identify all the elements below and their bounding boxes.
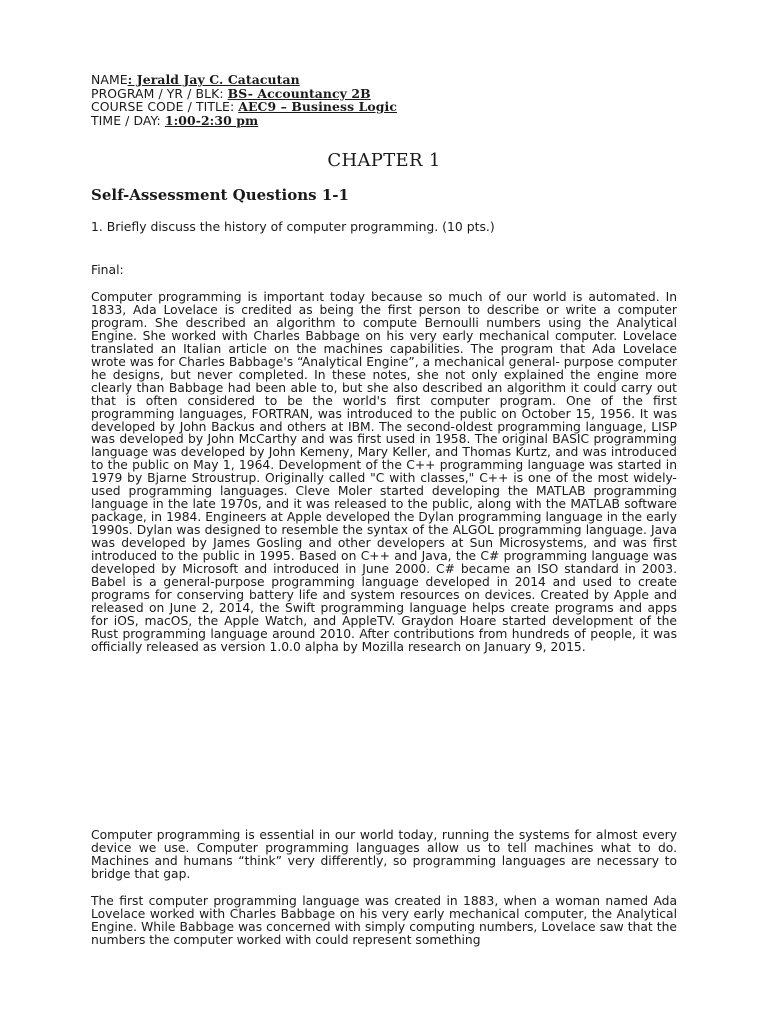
chapter-title: CHAPTER 1 [327, 150, 441, 171]
final-label: Final: [91, 262, 124, 277]
section-title: Self-Assessment Questions 1-1 [91, 186, 349, 204]
course-row [91, 100, 397, 114]
name-row [91, 73, 397, 87]
time-value: 1:00-2:30 pm [164, 112, 259, 128]
paragraph-essential: Computer programming is essential in our world today, running the systems for almost every device we use. Computer programming languages allow us to tell machines what to do. Machines and humans “think” very differently, so programming languages are necessary to bridge that gap. [91, 828, 677, 881]
question-text: 1. Briefly discuss the history of computer programming. (10 pts.) [91, 219, 495, 234]
name-label: NAME [91, 72, 128, 87]
time-row [91, 114, 397, 128]
program-value: BS- Accountancy 2B [227, 85, 371, 101]
course-label: COURSE CODE / TITLE: [91, 99, 239, 114]
name-value: : Jerald Jay C. Catacutan [127, 72, 300, 87]
time-label: TIME / DAY: [91, 112, 165, 128]
program-label: PROGRAM / YR / BLK: [91, 85, 228, 101]
student-info-header [91, 73, 397, 127]
paragraph-first-language: The first computer programming language was created in 1883, when a woman named Ada Lovelace worked with Charles Babbage on his very early mechanical computer, the Analytical Engine. While Babbage was concerned with simply computing numbers, Lovelace saw that the numbers the computer worked with could represent something [91, 894, 677, 947]
course-value: AEC9 – Business Logic [238, 99, 397, 114]
program-row [91, 87, 397, 101]
paragraph-history: Computer programming is important today because so much of our world is automated. In 1833, Ada Lovelace is credited as being the first person to describe or write a computer program. She described an algorithm to compute Bernoulli numbers using the Analytical Engine. She worked with Charles Babbage on his very early mechanical computer. Lovelace translated an Italian article on the machines capabilities. The program that Ada Lovelace wrote was for Charles Babbage's “Analytical Engine”, a mechanical general- purpose computer he designs, but never completed. In these notes, she not only explained the engine more clearly than Babbage had been able to, but she also described an algorithm it could carry out that is often considered to be the world's first computer program. One of the first programming languages, FORTRAN, was introduced to the public on October 15, 1956. It was developed by John Backus and others at IBM. The second-oldest programming language, LISP was developed by John McCarthy and was first used in 1958. The original BASIC programming language was developed by John Kemeny, Mary Keller, and Thomas Kurtz, and was introduced to the public on May 1, 1964. Development of the C++ programming language was started in 1979 by Bjarne Stroustrup. Originally called "C with classes," C++ is one of the most widely-used programming languages. Cleve Moler started developing the MATLAB programming language in the late 1970s, and it was released to the public, along with the MATLAB software package, in 1984. Engineers at Apple developed the Dylan programming language in the early 1990s. Dylan was designed to resemble the syntax of the ALGOL programming language. Java was developed by James Gosling and other developers at Sun Microsystems, and was first introduced to the public in 1995. Based on C++ and Java, the C# programming language was developed by Microsoft and introduced in June 2000. C# became an ISO standard in 2003. Babel is a general-purpose programming language developed in 2014 and used to create programs for conserving battery life and system resources on devices. Created by Apple and released on June 2, 2014, the Swift programming language helps create programs and apps for iOS, macOS, the Apple Watch, and AppleTV. Graydon Hoare started development of the Rust programming language around 2010. After contributions from hundreds of people, it was officially released as version 1.0.0 alpha by Mozilla research on January 9, 2015. [91, 290, 677, 654]
